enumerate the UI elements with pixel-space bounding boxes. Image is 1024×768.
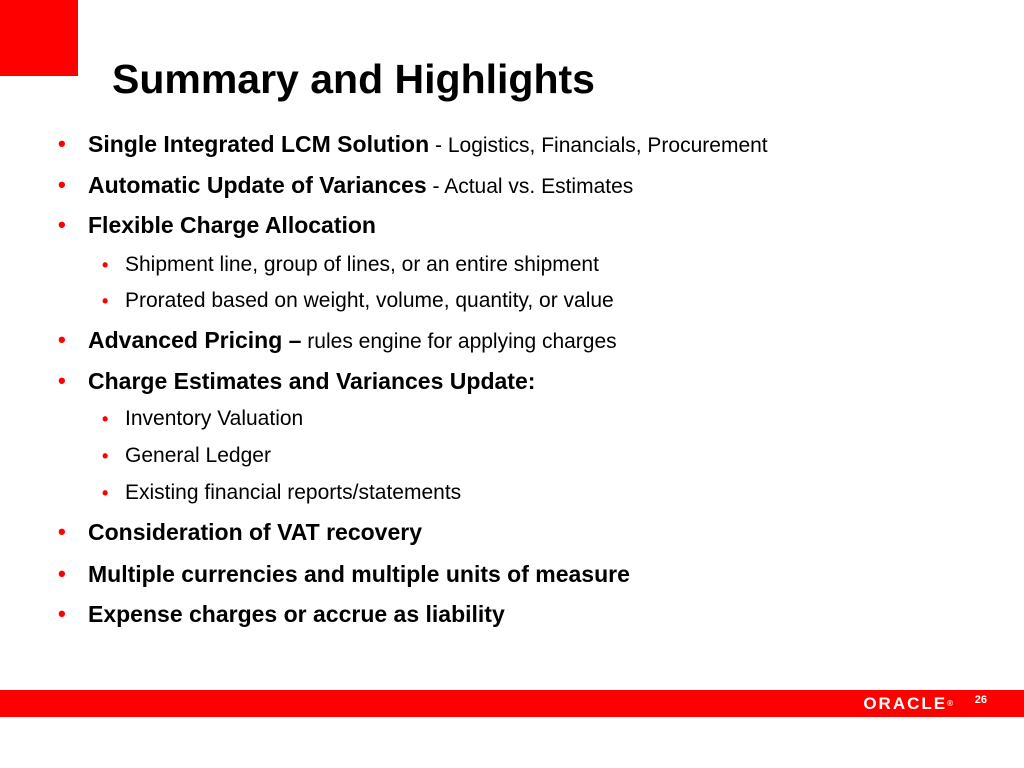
page-number: 26 — [974, 694, 987, 706]
bullet-item — [58, 129, 768, 161]
registered-mark: ® — [947, 699, 953, 708]
bullet-dot-icon: • — [58, 561, 66, 586]
sub-bullet-item — [102, 287, 614, 315]
bullet-heading: Multiple currencies and multiple units of measure — [88, 561, 630, 587]
bullet-dot-icon: • — [58, 368, 66, 393]
bullet-detail: - Logistics, Financials, Procurement — [429, 134, 768, 157]
oracle-logo — [863, 695, 953, 713]
bullet-heading: Advanced Pricing – — [88, 327, 302, 353]
bullet-detail: Prorated based on weight, volume, quantity, or value — [125, 289, 614, 312]
bullet-text — [88, 172, 633, 198]
bullet-text — [88, 131, 768, 157]
bullet-text — [88, 561, 630, 587]
bullet-text — [125, 289, 614, 312]
bullet-heading: Single Integrated LCM Solution — [88, 131, 430, 157]
bullet-dot-icon: • — [58, 327, 66, 352]
bullet-heading: Consideration of VAT recovery — [88, 519, 422, 545]
bullet-dot-icon: • — [58, 519, 66, 544]
bullet-dot-icon: • — [58, 601, 66, 626]
bullet-text — [88, 601, 505, 627]
bullet-item — [58, 559, 630, 589]
bullet-text — [125, 253, 599, 276]
bullet-heading: Charge Estimates and Variances Update: — [88, 368, 536, 394]
bullet-dot-icon: • — [58, 131, 66, 156]
bullet-heading: Automatic Update of Variances — [88, 172, 427, 198]
bullet-text — [125, 444, 271, 467]
footer-bar — [0, 690, 1024, 717]
bullet-text — [88, 212, 376, 238]
bullet-text — [88, 327, 617, 353]
bullet-item — [58, 325, 617, 357]
sub-bullet-item — [102, 442, 271, 470]
bullet-dot-icon: • — [58, 212, 66, 237]
bullet-dot-icon: • — [102, 291, 109, 311]
bullet-text — [88, 519, 422, 545]
bullet-item — [58, 366, 536, 396]
bullet-dot-icon: • — [58, 172, 66, 197]
bullet-detail: General Ledger — [125, 444, 271, 467]
bullet-dot-icon: • — [102, 483, 109, 503]
bullet-detail: Shipment line, group of lines, or an entire shipment — [125, 253, 599, 276]
bullet-detail: rules engine for applying charges — [301, 330, 617, 353]
bullet-item — [58, 599, 505, 629]
bullet-item — [58, 210, 376, 240]
sub-bullet-item — [102, 479, 462, 507]
bullet-item — [58, 517, 422, 547]
sub-bullet-item — [102, 251, 599, 279]
oracle-logo-text: ORACLE — [863, 694, 948, 713]
bullet-detail: Existing financial reports/statements — [125, 481, 462, 504]
bullet-heading: Flexible Charge Allocation — [88, 212, 376, 238]
bullet-text — [88, 368, 535, 394]
bullet-text — [125, 481, 461, 504]
bullet-dot-icon: • — [102, 446, 109, 466]
bullet-dot-icon: • — [102, 409, 109, 429]
slide-title: Summary and Highlights — [112, 56, 595, 102]
bullet-dot-icon: • — [102, 255, 109, 275]
red-square-icon — [0, 0, 78, 76]
bullet-text — [125, 407, 303, 430]
bullet-detail: Inventory Valuation — [125, 407, 304, 430]
sub-bullet-item — [102, 405, 304, 433]
bullet-heading: Expense charges or accrue as liability — [88, 601, 505, 627]
bullet-item — [58, 170, 634, 202]
bullet-detail: - Actual vs. Estimates — [426, 175, 634, 198]
